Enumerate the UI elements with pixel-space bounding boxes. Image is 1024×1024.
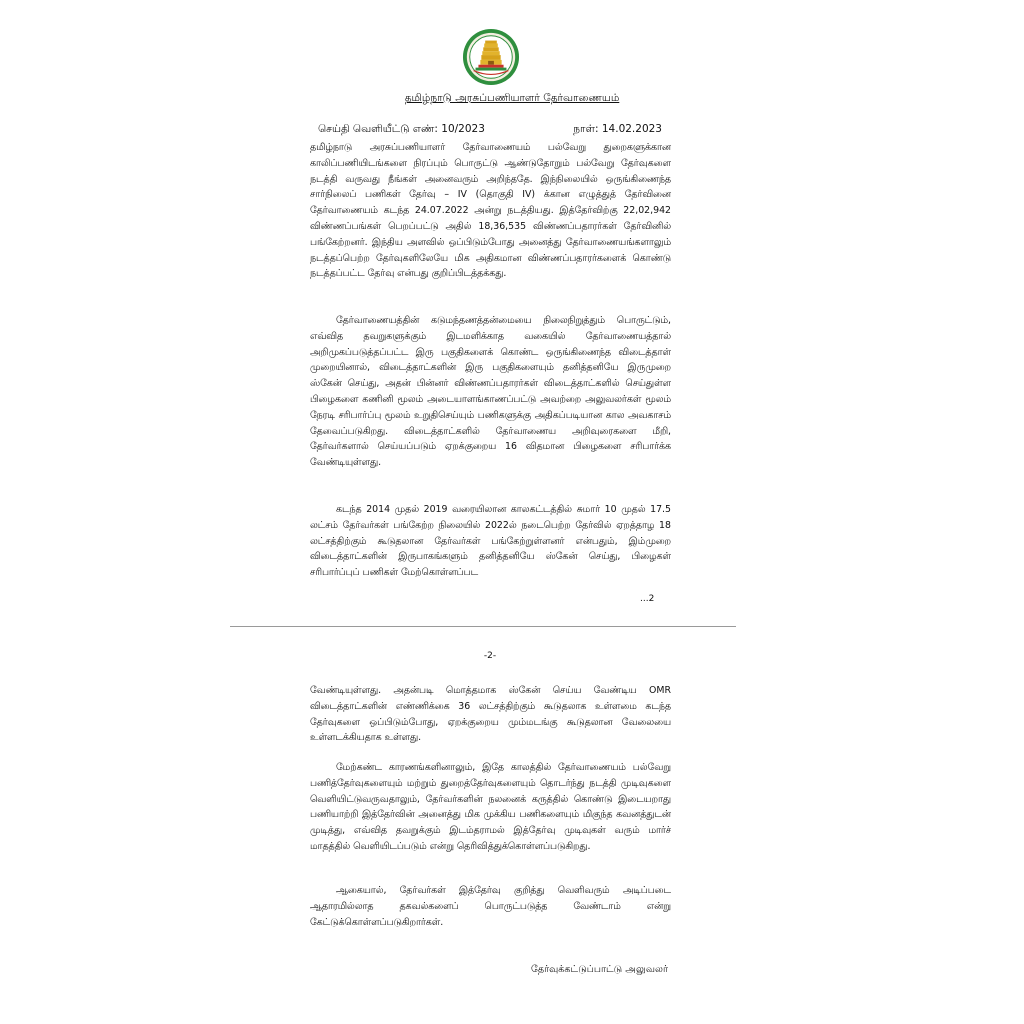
signature-designation: தேர்வுக்கட்டுப்பாட்டு அலுவலர் xyxy=(531,964,668,975)
page2-paragraph-2: மேற்கண்ட காரணங்களினாலும், இதே காலத்தில் தேர்வாணையம் பல்வேறு பணித்தேர்வுகளையும் மற்றும் துறைத்தேர்வுகளையும் தொடர்ந்து நடத்தி முடிவுகளை வெளியிட்டுவருவதாலும், தேர்வர்களின் நலனைக் கருத்தில் கொண்டு இடையறாது பணியாற்றி இத்தேர்வின் அனைத்து மிக முக்கிய பணிகளையும் மிகுந்த கவனத்துடன் முடித்து, எவ்வித தவறுக்கும் இடம்தராமல் இத்தேர்வு முடிவுகள் வரும் மார்ச் மாதத்தில் வெளியிடப்படும் என்று தெரிவித்துக்கொள்ளப்படுகிறது. xyxy=(310,762,671,852)
continuation-marker: ...2 xyxy=(640,594,655,604)
release-date: நாள்: 14.02.2023 xyxy=(573,123,662,135)
press-release-number: செய்தி வெளியீட்டு எண்: 10/2023 xyxy=(318,123,485,135)
page1-paragraph-3: கடந்த 2014 முதல் 2019 வரையிலான காலகட்டத்தில் சுமார் 10 முதல் 17.5 லட்சம் தேர்வர்கள் பங்கேற்ற நிலையில் 2022ல் நடைபெற்ற தேர்வில் ஏறத்தாழ 18 லட்சத்திற்கும் கூடுதலான தேர்வர்கள் பங்கேற்றுள்ளனர் என்பதும், இம்முறை விடைத்தாட்களின் இருபாகங்களும் தனித்தனியே ஸ்கேன் செய்து, பிழைகள் சரிபார்ப்புப் பணிகள் மேற்கொள்ளப்பட xyxy=(310,504,671,579)
organization-title: தமிழ்நாடு அரசுப்பணியாளர் தேர்வாணையம் xyxy=(404,92,620,104)
page1-paragraph-2: தேர்வாணையத்தின் கடுமந்தணத்தன்மையை நிலைநிறுத்தும் பொருட்டும், எவ்வித தவறுகளுக்கும் இடமளிக்காத வகையில் தேர்வாணையத்தால் அறிமுகப்படுத்தப்பட்ட இரு பகுதிகளைக் கொண்ட ஒருங்கிணைந்த விடைத்தாள் முறையினால், விடைத்தாட்களின் இரு பகுதிகளையும் தனித்தனியே இருமுறை ஸ்கேன் செய்து, அதன் பின்னர் விண்ணப்பதாரர்கள் விடைத்தாட்களில் செய்துள்ள பிழைகளை கணினி மூலம் அடையாளங்காணப்பட்டு அவற்றை அலுவலர்கள் மூலம் நேரடி சரிபார்ப்பு மூலம் உறுதிசெய்யும் பணிகளுக்கு அதிகப்படியான கால அவகாசம் தேவைப்படுகிறது. விடைத்தாட்களில் தேர்வாணைய அறிவுரைகளை மீறி, தேர்வர்களால் செய்யப்படும் ஏறக்குறைய 16 விதமான பிழைகளை சரிபார்க்க வேண்டியுள்ளது. xyxy=(310,315,671,469)
page1-paragraph-1: தமிழ்நாடு அரசுப்பணியாளர் தேர்வாணையம் பல்வேறு துறைகளுக்கான காலிப்பணியிடங்களை நிரப்பும் பொருட்டு ஆண்டுதோறும் பல்வேறு தேர்வுகளை நடத்தி வருவது நீங்கள் அனைவரும் அறிந்ததே. இந்நிலையில் ஒருங்கிணைந்த சார்நிலைப் பணிகள் தேர்வு – IV (தொகுதி IV) க்கான எழுத்துத் தேர்வினை தேர்வாணையம் கடந்த 24.07.2022 அன்று நடத்தியது. இத்தேர்விற்கு 22,02,942 விண்ணப்பங்கள் பெறப்பட்டு அதில் 18,36,535 விண்ணப்பதாரர்கள் தேர்வினில் பங்கேற்றனர். இந்திய அளவில் ஒப்பிடும்போது அனைத்து தேர்வாணையங்களாலும் நடத்தப்பெற்ற தேர்வுகளிலேயே மிக அதிகமான விண்ணப்பதாரர்களைக் கொண்டு நடத்தப்பட்ட தேர்வு என்பது குறிப்பிடத்தக்கது. xyxy=(310,142,671,280)
page-divider xyxy=(230,626,736,627)
page-number: -2- xyxy=(483,651,497,661)
page2-paragraph-3: ஆகையால், தேர்வர்கள் இத்தேர்வு குறித்து வெளிவரும் அடிப்படை ஆதாரமில்லாத தகவல்களைப் பொருட்படுத்த வேண்டாம் என்று கேட்டுக்கொள்ளப்படுகிறார்கள். xyxy=(310,885,671,928)
tamil-nadu-government-emblem-icon xyxy=(462,28,520,86)
page2-paragraph-1: வேண்டியுள்ளது. அதன்படி மொத்தமாக ஸ்கேன் செய்ய வேண்டிய OMR விடைத்தாட்களின் எண்ணிக்கை 36 லட்சத்திற்கும் கூடுதலாக உள்ளமை கடந்த தேர்வுகளை ஒப்பிடும்போது, ஏறக்குறைய மும்மடங்கு கூடுதலான வேலையை உள்ளடக்கியதாக உள்ளது. xyxy=(310,685,671,744)
